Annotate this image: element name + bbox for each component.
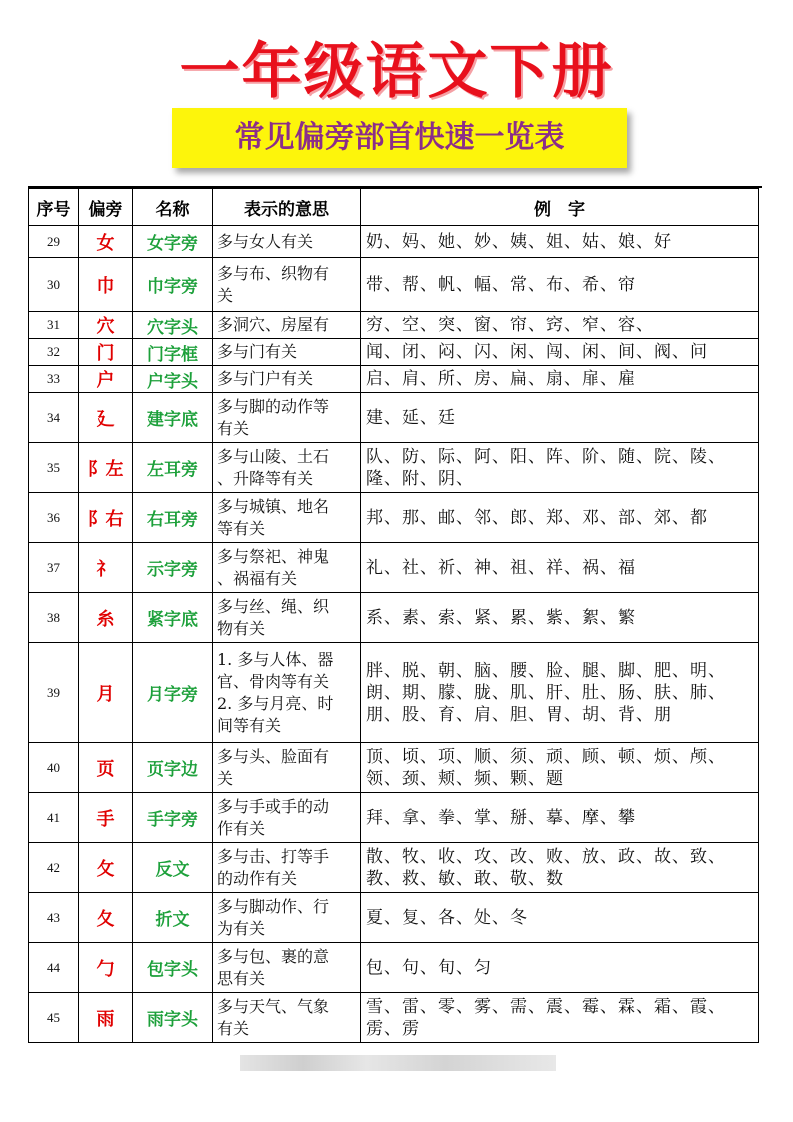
meaning-cell <box>213 593 361 643</box>
radical-name: 折文 <box>133 893 213 943</box>
meaning-line: 的动作有关 <box>217 868 298 888</box>
examples-cell <box>361 893 759 943</box>
meaning-line: 多与头、脸面有 <box>217 746 330 766</box>
radical-glyph: 夂 <box>79 893 133 943</box>
radical-name: 月字旁 <box>133 643 213 743</box>
examples-cell <box>361 443 759 493</box>
examples-line: 带、帮、帆、幅、常、布、希、帘 <box>366 274 636 295</box>
row-number: 36 <box>29 493 79 543</box>
meaning-cell <box>213 312 361 339</box>
examples-cell <box>361 258 759 312</box>
radical-name: 雨字头 <box>133 993 213 1043</box>
meaning-line: 多与布、织物有 <box>217 263 330 283</box>
meaning-line: 有关 <box>217 418 250 438</box>
radical-name: 女字旁 <box>133 226 213 258</box>
meaning-line: 多与门户有关 <box>217 369 314 388</box>
radical-name: 户字头 <box>133 366 213 393</box>
meaning-cell <box>213 843 361 893</box>
meaning-cell <box>213 743 361 793</box>
table-row <box>29 793 759 843</box>
meaning-cell <box>213 443 361 493</box>
meaning-line: 多与包、裹的意 <box>217 946 330 966</box>
header-num: 序号 <box>29 189 79 226</box>
meaning-line: 思有关 <box>217 968 266 988</box>
meaning-cell <box>213 643 361 743</box>
meaning-line: 2. 多与月亮、时 <box>217 693 334 713</box>
meaning-cell <box>213 893 361 943</box>
subtitle-banner: 常见偏旁部首快速一览表 <box>172 108 627 168</box>
examples-line: 拜、拿、拳、掌、掰、摹、摩、攀 <box>366 807 636 828</box>
examples-cell <box>361 643 759 743</box>
meaning-line: 多与城镇、地名 <box>217 496 330 516</box>
examples-line: 胖、脱、朝、脑、腰、脸、腿、脚、肥、明、 <box>366 660 726 681</box>
table-row <box>29 993 759 1043</box>
examples-line: 邦、那、邮、邻、郎、郑、邓、部、郊、都 <box>366 507 708 528</box>
table-row <box>29 226 759 258</box>
meaning-line: 多与天气、气象 <box>217 996 330 1016</box>
radical-glyph: 手 <box>79 793 133 843</box>
row-number: 32 <box>29 339 79 366</box>
examples-line: 隆、附、阴、 <box>366 468 474 489</box>
table-body <box>29 226 759 1043</box>
row-number: 43 <box>29 893 79 943</box>
radical-name: 反文 <box>133 843 213 893</box>
examples-line: 启、肩、所、房、扁、扇、扉、雇 <box>366 369 636 389</box>
table-row <box>29 493 759 543</box>
examples-cell <box>361 543 759 593</box>
meaning-line: 多与脚动作、行 <box>217 896 330 916</box>
radical-table-container <box>28 186 762 1039</box>
radical-name: 门字框 <box>133 339 213 366</box>
meaning-line: 、升降等有关 <box>217 468 314 488</box>
meaning-cell <box>213 258 361 312</box>
table-row <box>29 843 759 893</box>
radical-name: 巾字旁 <box>133 258 213 312</box>
radical-glyph: 页 <box>79 743 133 793</box>
radical-name: 建字底 <box>133 393 213 443</box>
row-number: 34 <box>29 393 79 443</box>
examples-line: 队、防、际、阿、阳、阵、阶、随、院、陵、 <box>366 446 726 467</box>
page-title: 一年级语文下册 <box>179 37 614 107</box>
radical-glyph: 阝左 <box>79 443 133 493</box>
radical-glyph: 月 <box>79 643 133 743</box>
examples-line: 穷、空、突、窗、帘、窍、窄、容、 <box>366 315 654 335</box>
examples-line: 雪、雷、零、雾、需、震、霉、霖、霜、霞、 <box>366 996 726 1017</box>
meaning-line: 1. 多与人体、器 <box>217 649 334 669</box>
meaning-cell <box>213 493 361 543</box>
radical-glyph: 穴 <box>79 312 133 339</box>
table-row <box>29 393 759 443</box>
meaning-line: 关 <box>217 768 234 788</box>
radical-glyph: 攵 <box>79 843 133 893</box>
examples-line: 建、延、廷 <box>366 407 456 428</box>
table-row <box>29 366 759 393</box>
meaning-cell <box>213 993 361 1043</box>
examples-line: 奶、妈、她、妙、姨、姐、姑、娘、好 <box>366 231 672 252</box>
examples-cell <box>361 943 759 993</box>
radical-name: 穴字头 <box>133 312 213 339</box>
radical-glyph: 礻 <box>79 543 133 593</box>
row-number: 44 <box>29 943 79 993</box>
radical-name: 示字旁 <box>133 543 213 593</box>
blurred-footer-watermark <box>240 1055 556 1071</box>
examples-cell <box>361 226 759 258</box>
row-number: 29 <box>29 226 79 258</box>
table-row <box>29 443 759 493</box>
meaning-line: 为有关 <box>217 918 266 938</box>
meaning-line: 多与女人有关 <box>217 231 314 251</box>
meaning-line: 多与山陵、土石 <box>217 446 330 466</box>
radical-glyph: 雨 <box>79 993 133 1043</box>
radical-name: 紧字底 <box>133 593 213 643</box>
examples-cell <box>361 593 759 643</box>
table-row <box>29 339 759 366</box>
meaning-cell <box>213 943 361 993</box>
header-radical: 偏旁 <box>79 189 133 226</box>
examples-cell <box>361 843 759 893</box>
examples-line: 雳、雳 <box>366 1018 420 1039</box>
meaning-line: 作有关 <box>217 818 266 838</box>
examples-cell <box>361 393 759 443</box>
table-row <box>29 258 759 312</box>
row-number: 35 <box>29 443 79 493</box>
examples-cell <box>361 366 759 393</box>
table-row <box>29 643 759 743</box>
examples-line: 散、牧、收、攻、改、败、放、政、故、致、 <box>366 846 726 867</box>
radical-name: 包字头 <box>133 943 213 993</box>
meaning-line: 有关 <box>217 1018 250 1038</box>
radical-name: 左耳旁 <box>133 443 213 493</box>
meaning-line: 多与手或手的动 <box>217 796 330 816</box>
radical-glyph: 门 <box>79 339 133 366</box>
table-row <box>29 312 759 339</box>
meaning-cell <box>213 226 361 258</box>
examples-cell <box>361 793 759 843</box>
meaning-line: 多与击、打等手 <box>217 846 330 866</box>
meaning-cell <box>213 339 361 366</box>
row-number: 45 <box>29 993 79 1043</box>
table-row <box>29 893 759 943</box>
row-number: 41 <box>29 793 79 843</box>
radical-name: 右耳旁 <box>133 493 213 543</box>
radical-name: 手字旁 <box>133 793 213 843</box>
row-number: 30 <box>29 258 79 312</box>
table-row <box>29 743 759 793</box>
meaning-line: 多与丝、绳、织 <box>217 596 330 616</box>
examples-line: 领、颈、颊、频、颗、题 <box>366 768 564 789</box>
examples-line: 系、素、索、紧、累、紫、絮、繁 <box>366 607 636 628</box>
examples-cell <box>361 493 759 543</box>
meaning-line: 等有关 <box>217 518 266 538</box>
table-row <box>29 593 759 643</box>
examples-line: 顶、顷、项、顺、须、顽、顾、顿、烦、颅、 <box>366 746 726 767</box>
examples-cell <box>361 312 759 339</box>
row-number: 31 <box>29 312 79 339</box>
examples-line: 朗、期、朦、胧、肌、肝、肚、肠、肤、肺、 <box>366 682 726 703</box>
examples-cell <box>361 339 759 366</box>
radical-glyph: 户 <box>79 366 133 393</box>
meaning-cell <box>213 393 361 443</box>
examples-line: 教、救、敏、敢、敬、数 <box>366 868 564 889</box>
header-meaning: 表示的意思 <box>213 189 361 226</box>
examples-line: 朋、股、育、肩、胆、胃、胡、背、朋 <box>366 704 672 725</box>
table-header-row <box>29 189 759 226</box>
meaning-line: 关 <box>217 285 234 305</box>
examples-cell <box>361 743 759 793</box>
header-name: 名称 <box>133 189 213 226</box>
meaning-cell <box>213 543 361 593</box>
meaning-line: 多与祭祀、神鬼 <box>217 546 330 566</box>
meaning-line: 多洞穴、房屋有 <box>217 315 330 334</box>
meaning-line: 多与门有关 <box>217 342 298 361</box>
examples-line: 闻、闭、闷、闪、闲、闯、闲、间、阀、问 <box>366 342 708 362</box>
row-number: 39 <box>29 643 79 743</box>
table-row <box>29 943 759 993</box>
row-number: 42 <box>29 843 79 893</box>
header-examples: 例 字 <box>361 189 759 226</box>
meaning-line: 多与脚的动作等 <box>217 396 330 416</box>
table-row <box>29 543 759 593</box>
radical-glyph: 糸 <box>79 593 133 643</box>
meaning-line: 物有关 <box>217 618 266 638</box>
meaning-cell <box>213 793 361 843</box>
radical-name: 页字边 <box>133 743 213 793</box>
examples-line: 夏、复、各、处、冬 <box>366 907 528 928</box>
row-number: 37 <box>29 543 79 593</box>
meaning-line: 间等有关 <box>217 715 282 735</box>
examples-line: 包、句、旬、匀 <box>366 957 492 978</box>
meaning-line: 官、骨肉等有关 <box>217 671 330 691</box>
row-number: 40 <box>29 743 79 793</box>
radical-glyph: 阝右 <box>79 493 133 543</box>
examples-line: 礼、社、祈、神、祖、祥、祸、福 <box>366 557 636 578</box>
radical-glyph: 女 <box>79 226 133 258</box>
meaning-cell <box>213 366 361 393</box>
row-number: 38 <box>29 593 79 643</box>
radical-glyph: 巾 <box>79 258 133 312</box>
radical-glyph: 廴 <box>79 393 133 443</box>
radical-glyph: 勹 <box>79 943 133 993</box>
radical-table <box>28 188 759 1043</box>
row-number: 33 <box>29 366 79 393</box>
meaning-line: 、祸福有关 <box>217 568 298 588</box>
examples-cell <box>361 993 759 1043</box>
